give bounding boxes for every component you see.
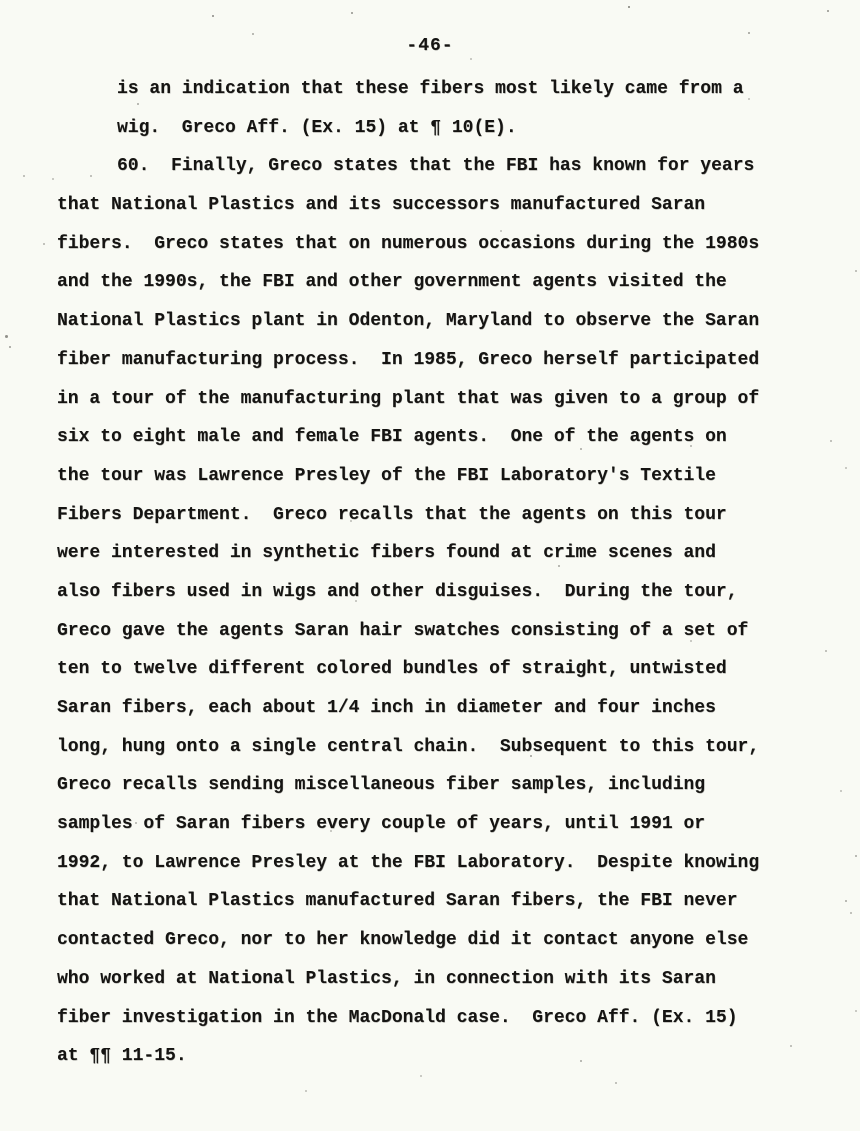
scan-speck (212, 15, 214, 17)
scan-speck (855, 270, 857, 272)
page-text-block (57, 70, 837, 1076)
scan-speck (628, 6, 630, 8)
text-line: samples of Saran fibers every couple of years, until 1991 or (57, 814, 706, 835)
scan-speck (351, 12, 353, 14)
scan-speck (9, 346, 11, 348)
text-line: Fibers Department. Greco recalls that the agents on this tour (57, 504, 727, 525)
text-line: is an indication that these fibers most likely came from a (117, 79, 744, 99)
text-line: who worked at National Plastics, in connection with its Saran (57, 968, 716, 989)
scan-speck (43, 243, 45, 245)
scan-speck (855, 1010, 857, 1012)
text-line: long, hung onto a single central chain. Subsequent to this tour, (57, 736, 760, 757)
text-line: in a tour of the manufacturing plant that was given to a group of (57, 388, 760, 409)
text-line: contacted Greco, nor to her knowledge did it contact anyone else (57, 930, 749, 951)
text-line: ten to twelve different colored bundles of straight, untwisted (57, 659, 727, 680)
scan-speck (827, 10, 829, 12)
scan-speck (840, 790, 842, 792)
scan-speck (470, 58, 472, 60)
text-line: the tour was Lawrence Presley of the FBI Laboratory's Textile (57, 465, 716, 486)
scan-speck (23, 175, 25, 177)
text-line: Greco gave the agents Saran hair swatches consisting of a set of (57, 620, 749, 641)
text-line: were interested in synthetic fibers found at crime scenes and (57, 543, 716, 564)
text-line: that National Plastics and its successors manufactured Saran (57, 195, 706, 216)
scan-speck (845, 900, 847, 902)
text-line: six to eight male and female FBI agents. One of the agents on (57, 427, 727, 448)
scan-speck (748, 32, 750, 34)
scan-speck (845, 467, 847, 469)
scan-speck (252, 33, 254, 35)
scan-speck (615, 1082, 617, 1084)
text-line: 1992, to Lawrence Presley at the FBI Laboratory. Despite knowing (57, 852, 760, 873)
scan-speck (850, 912, 852, 914)
text-line: and the 1990s, the FBI and other government agents visited the (57, 272, 727, 293)
text-line: wig. Greco Aff. (Ex. 15) at ¶ 10(E). (117, 117, 517, 138)
text-line: fiber manufacturing process. In 1985, Greco herself participated (57, 349, 760, 370)
page-number: -46- (406, 36, 454, 56)
text-line: Saran fibers, each about 1/4 inch in diameter and four inches (57, 698, 716, 718)
text-line: that National Plastics manufactured Saran fibers, the FBI never (57, 891, 738, 912)
text-line: fibers. Greco states that on numerous occasions during the 1980s (57, 233, 760, 254)
text-line: 60. Finally, Greco states that the FBI has known for years (117, 156, 755, 177)
text-line: Greco recalls sending miscellaneous fiber samples, including (57, 775, 706, 796)
text-line: National Plastics plant in Odenton, Maryland to observe the Saran (57, 311, 760, 332)
text-line: fiber investigation in the MacDonald case. Greco Aff. (Ex. 15) (57, 1007, 738, 1028)
scan-speck (855, 855, 857, 857)
text-line: at ¶¶ 11-15. (57, 1046, 187, 1067)
scan-speck (52, 178, 54, 180)
text-line: also fibers used in wigs and other disguises. During the tour, (57, 581, 738, 602)
scan-speck (5, 335, 8, 338)
scan-speck (305, 1090, 307, 1092)
